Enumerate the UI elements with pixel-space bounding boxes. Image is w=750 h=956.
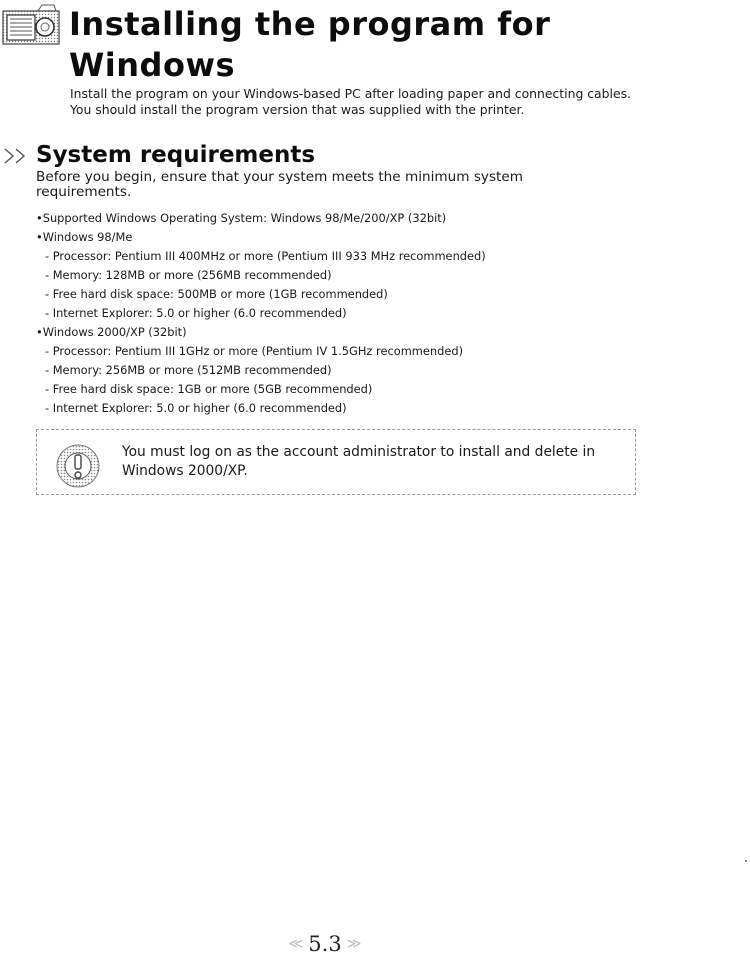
requirement-detail: - Memory: 256MB or more (512MB recommended) (45, 363, 332, 377)
intro-paragraph: Install the program on your Windows-based PC after loading paper and connecting cables. You should install the program version that was supplied with the printer. (70, 86, 631, 117)
requirement-detail: - Memory: 128MB or more (256MB recommended) (45, 268, 332, 282)
monitor-icon (2, 4, 60, 46)
title-line-2: Windows (69, 46, 236, 84)
requirement-heading: •Supported Windows Operating System: Windows 98/Me/200/XP (32bit) (36, 211, 447, 225)
right-chevron-icon: ≫ (346, 936, 362, 952)
requirement-detail: - Processor: Pentium III 1GHz or more (Pentium IV 1.5GHz recommended) (45, 344, 464, 358)
double-chevron-icon (3, 147, 33, 165)
requirement-detail: - Internet Explorer: 5.0 or higher (6.0 recommended) (45, 401, 347, 415)
requirements-list (36, 209, 676, 418)
requirement-detail: - Processor: Pentium III 400MHz or more (Pentium III 933 MHz recommended) (45, 249, 486, 263)
requirement-heading: •Windows 98/Me (36, 230, 133, 244)
note-text: You must log on as the account administrator to install and delete in Windows 2000/XP. (122, 444, 596, 479)
left-chevron-icon: ≪ (288, 936, 304, 952)
requirement-heading: •Windows 2000/XP (32bit) (36, 325, 187, 339)
section-title: System requirements (36, 142, 316, 168)
edge-mark (745, 860, 747, 862)
requirement-detail: - Free hard disk space: 500MB or more (1GB recommended) (45, 287, 388, 301)
requirement-detail: - Internet Explorer: 5.0 or higher (6.0 recommended) (45, 306, 347, 320)
requirement-detail: - Free hard disk space: 1GB or more (5GB recommended) (45, 382, 373, 396)
warning-icon (54, 442, 102, 490)
note-box (36, 429, 636, 495)
title-line-1: Installing the program for (69, 5, 551, 43)
page-title (69, 4, 550, 86)
page-number (280, 932, 370, 956)
page-number-text: 5.3 (308, 932, 342, 956)
section-description: Before you begin, ensure that your system meets the minimum system requirements. (36, 169, 523, 200)
